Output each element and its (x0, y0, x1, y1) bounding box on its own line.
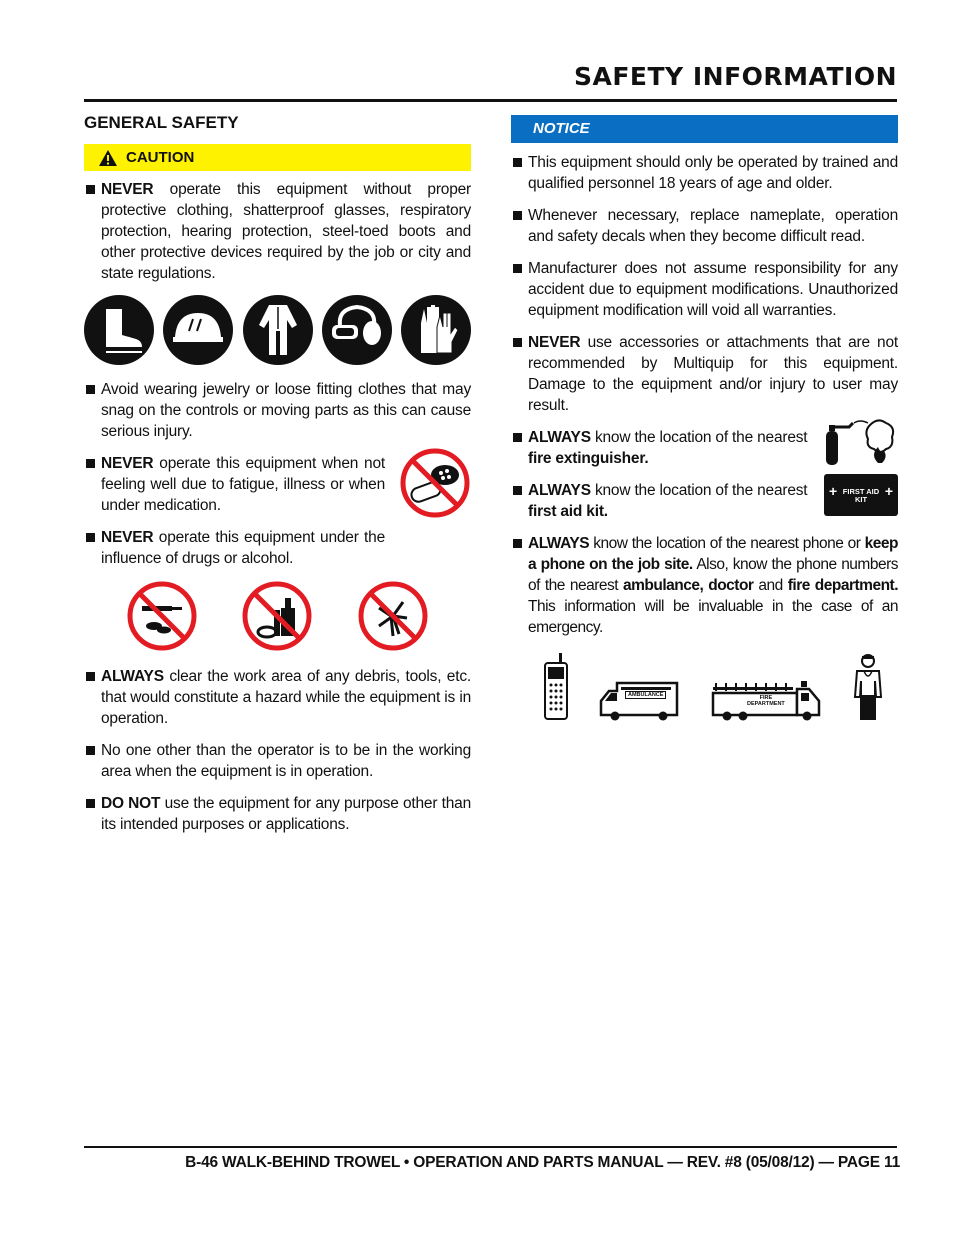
boot-icon (84, 295, 154, 365)
ambulance-icon (599, 679, 681, 721)
goggles-earmuff-icon (322, 295, 392, 365)
bullet-text: Whenever necessary, replace nameplate, operation and safety decals when they become difficult read. (528, 207, 898, 245)
fire-label-line2: DEPARTMENT (747, 701, 785, 707)
bullet-text: operate this equipment without proper protective clothing, shatterproof glasses, respiratory protection, hearing protection, steel-toed boots and other protective devices required by the job or city and state regulations. (101, 181, 471, 282)
list-item (511, 152, 898, 194)
no-alcohol-icon (241, 580, 313, 652)
emergency-icon-row (511, 649, 898, 721)
emphasis: ambulance, doctor (623, 577, 754, 594)
bullet-text: Manufacturer does not assume responsibility for any accident due to equipment modifications. Unauthorized equipment modification will void all warranties. (528, 260, 898, 319)
fire-department-label (747, 695, 785, 707)
emphasis: keep a phone on the job site. (528, 535, 898, 573)
fire-label-line1: FIRE (759, 695, 773, 701)
header-rule (84, 99, 897, 102)
list-item (84, 179, 471, 284)
bullet-text: operate this equipment under the influence of drugs or alcohol. (101, 529, 385, 567)
first-aid-row (511, 480, 898, 533)
caution-label: CAUTION (126, 149, 195, 166)
first-aid-label-line1: FIRST AID (842, 487, 880, 496)
bullet-text: Also, know the phone numbers of the nearest (528, 556, 898, 594)
list-item (511, 205, 898, 247)
coverall-icon (243, 295, 313, 365)
left-column (84, 112, 471, 846)
section-title: GENERAL SAFETY (84, 113, 239, 132)
list-item (84, 453, 385, 516)
bullet-text: use the equipment for any purpose other than its intended purposes or applications. (101, 795, 471, 833)
page-title: SAFETY INFORMATION (574, 62, 897, 91)
emphasis: ALWAYS (528, 482, 591, 499)
emphasis: NEVER (528, 334, 581, 351)
emphasis: fire extinguisher. (528, 450, 649, 467)
no-drugs-icon (126, 580, 198, 652)
notice-banner: NOTICE (511, 115, 898, 143)
bullet-text: know the location of the nearest (590, 429, 808, 446)
list-item (511, 480, 814, 522)
page-footer: B-46 WALK-BEHIND TROWEL • OPERATION AND PARTS MANUAL — REV. #8 (05/08/12) — PAGE 11 (185, 1154, 900, 1171)
fire-extinguisher-icon (822, 417, 898, 469)
bullet-text: and (753, 577, 788, 594)
first-aid-kit-icon: + + FIRST AID KIT (824, 474, 898, 516)
bullet-text: clear the work area of any debris, tools, etc. that would constitute a hazard while the equipment is in operation. (101, 668, 471, 727)
fire-extinguisher-row (511, 427, 898, 480)
no-medication-icon (399, 447, 471, 519)
warning-triangle-icon (98, 149, 118, 167)
list-item (511, 332, 898, 416)
list-item (84, 527, 385, 569)
bullet-text: operate this equipment when not feeling well due to fatigue, illness or when under medication. (101, 455, 385, 514)
hard-hat-icon (163, 295, 233, 365)
emphasis: NEVER (101, 181, 154, 198)
medication-row (84, 453, 471, 527)
emphasis: fire department. (787, 577, 899, 594)
list-item (511, 258, 898, 321)
glove-icon (401, 295, 471, 365)
bullet-text: This equipment should only be operated by trained and qualified personnel 18 years of age and older. (528, 154, 898, 192)
prohibition-icon-row (104, 580, 451, 654)
ppe-icon-row (84, 295, 471, 367)
cell-phone-icon (543, 653, 569, 721)
bullet-text: know the location of the nearest phone or (589, 535, 865, 552)
right-column (511, 112, 898, 721)
list-item (84, 740, 471, 782)
ambulance-label: AMBULANCE (625, 691, 666, 699)
list-item (84, 666, 471, 729)
emphasis: ALWAYS (528, 535, 590, 552)
list-item (511, 533, 898, 638)
list-item (84, 793, 471, 835)
first-aid-label-line2: KIT (854, 495, 868, 504)
emphasis: NEVER (101, 529, 154, 546)
bullet-text: This information will be invaluable in the case of an emergency. (528, 598, 898, 636)
emphasis: ALWAYS (101, 668, 164, 685)
list-item (511, 427, 812, 469)
emphasis: first aid kit. (528, 503, 608, 520)
bullet-text: No one other than the operator is to be in the working area when the equipment is in operation. (101, 742, 471, 780)
footer-rule (84, 1146, 897, 1148)
no-smoking-icon (357, 580, 429, 652)
bullet-text: Avoid wearing jewelry or loose fitting clothes that may snag on the controls or moving parts as this can cause serious injury. (101, 381, 471, 440)
caution-banner (84, 144, 471, 171)
list-item (84, 379, 471, 442)
emphasis: ALWAYS (528, 429, 591, 446)
doctor-icon (853, 653, 883, 721)
bullet-text: use accessories or attachments that are not recommended by Multiquip for this equipment. Damage to the equipment and/or injury to user may result. (528, 334, 898, 414)
bullet-text: know the location of the nearest (590, 482, 808, 499)
emphasis: NEVER (101, 455, 154, 472)
emphasis: DO NOT (101, 795, 161, 812)
fire-truck-icon (711, 679, 823, 721)
